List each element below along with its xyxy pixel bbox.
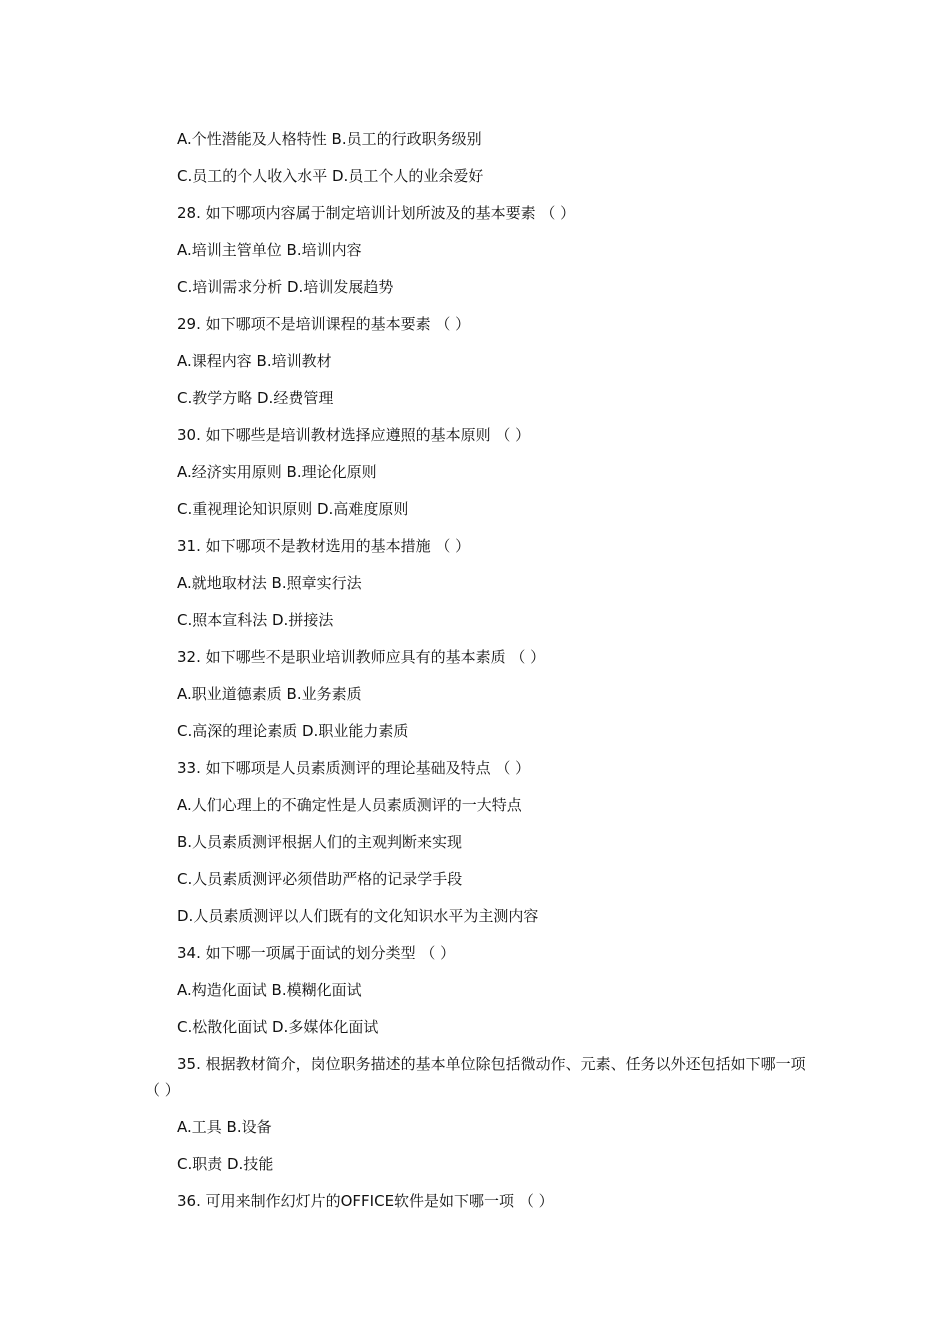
option-line: A.工具 B.设备 bbox=[177, 1118, 272, 1136]
option-line: C.培训需求分析 D.培训发展趋势 bbox=[177, 278, 394, 296]
question-32: 32. 如下哪些不是职业培训教师应具有的基本素质 （ ） bbox=[177, 648, 546, 666]
question-36: 36. 可用来制作幻灯片的OFFICE软件是如下哪一项 （ ） bbox=[177, 1192, 554, 1210]
option-line: C.员工的个人收入水平 D.员工个人的业余爱好 bbox=[177, 167, 484, 185]
question-list bbox=[145, 121, 810, 1220]
option-line: C.教学方略 D.经费管理 bbox=[177, 389, 334, 407]
option-line: C.职责 D.技能 bbox=[177, 1155, 274, 1173]
question-30: 30. 如下哪些是培训教材选择应遵照的基本原则 （ ） bbox=[177, 426, 531, 444]
option-line: D.人员素质测评以人们既有的文化知识水平为主测内容 bbox=[177, 907, 539, 925]
question-34: 34. 如下哪一项属于面试的划分类型 （ ） bbox=[177, 944, 456, 962]
option-line: A.经济实用原则 B.理论化原则 bbox=[177, 463, 377, 481]
option-line: B.人员素质测评根据人们的主观判断来实现 bbox=[177, 833, 463, 851]
question-31: 31. 如下哪项不是教材选用的基本措施 （ ） bbox=[177, 537, 471, 555]
question-33: 33. 如下哪项是人员素质测评的理论基础及特点 （ ） bbox=[177, 759, 531, 777]
option-line: A.人们心理上的不确定性是人员素质测评的一大特点 bbox=[177, 796, 522, 814]
option-line: A.个性潜能及人格特性 B.员工的行政职务级别 bbox=[177, 130, 482, 148]
option-line: C.人员素质测评必须借助严格的记录学手段 bbox=[177, 870, 463, 888]
option-line: C.高深的理论素质 D.职业能力素质 bbox=[177, 722, 409, 740]
option-line: A.构造化面试 B.模糊化面试 bbox=[177, 981, 362, 999]
option-line: C.重视理论知识原则 D.高难度原则 bbox=[177, 500, 409, 518]
option-line: C.松散化面试 D.多媒体化面试 bbox=[177, 1018, 379, 1036]
question-29: 29. 如下哪项不是培训课程的基本要素 （ ） bbox=[177, 315, 471, 333]
question-35: 35. 根据教材简介，岗位职务描述的基本单位除包括微动作、元素、任务以外还包括如下哪一项 （ ） bbox=[145, 1055, 806, 1099]
option-line: C.照本宣科法 D.拼接法 bbox=[177, 611, 334, 629]
option-line: A.职业道德素质 B.业务素质 bbox=[177, 685, 362, 703]
option-line: A.就地取材法 B.照章实行法 bbox=[177, 574, 362, 592]
question-28: 28. 如下哪项内容属于制定培训计划所波及的基本要素 （ ） bbox=[177, 204, 576, 222]
option-line: A.课程内容 B.培训教材 bbox=[177, 352, 332, 370]
option-line: A.培训主管单位 B.培训内容 bbox=[177, 241, 362, 259]
